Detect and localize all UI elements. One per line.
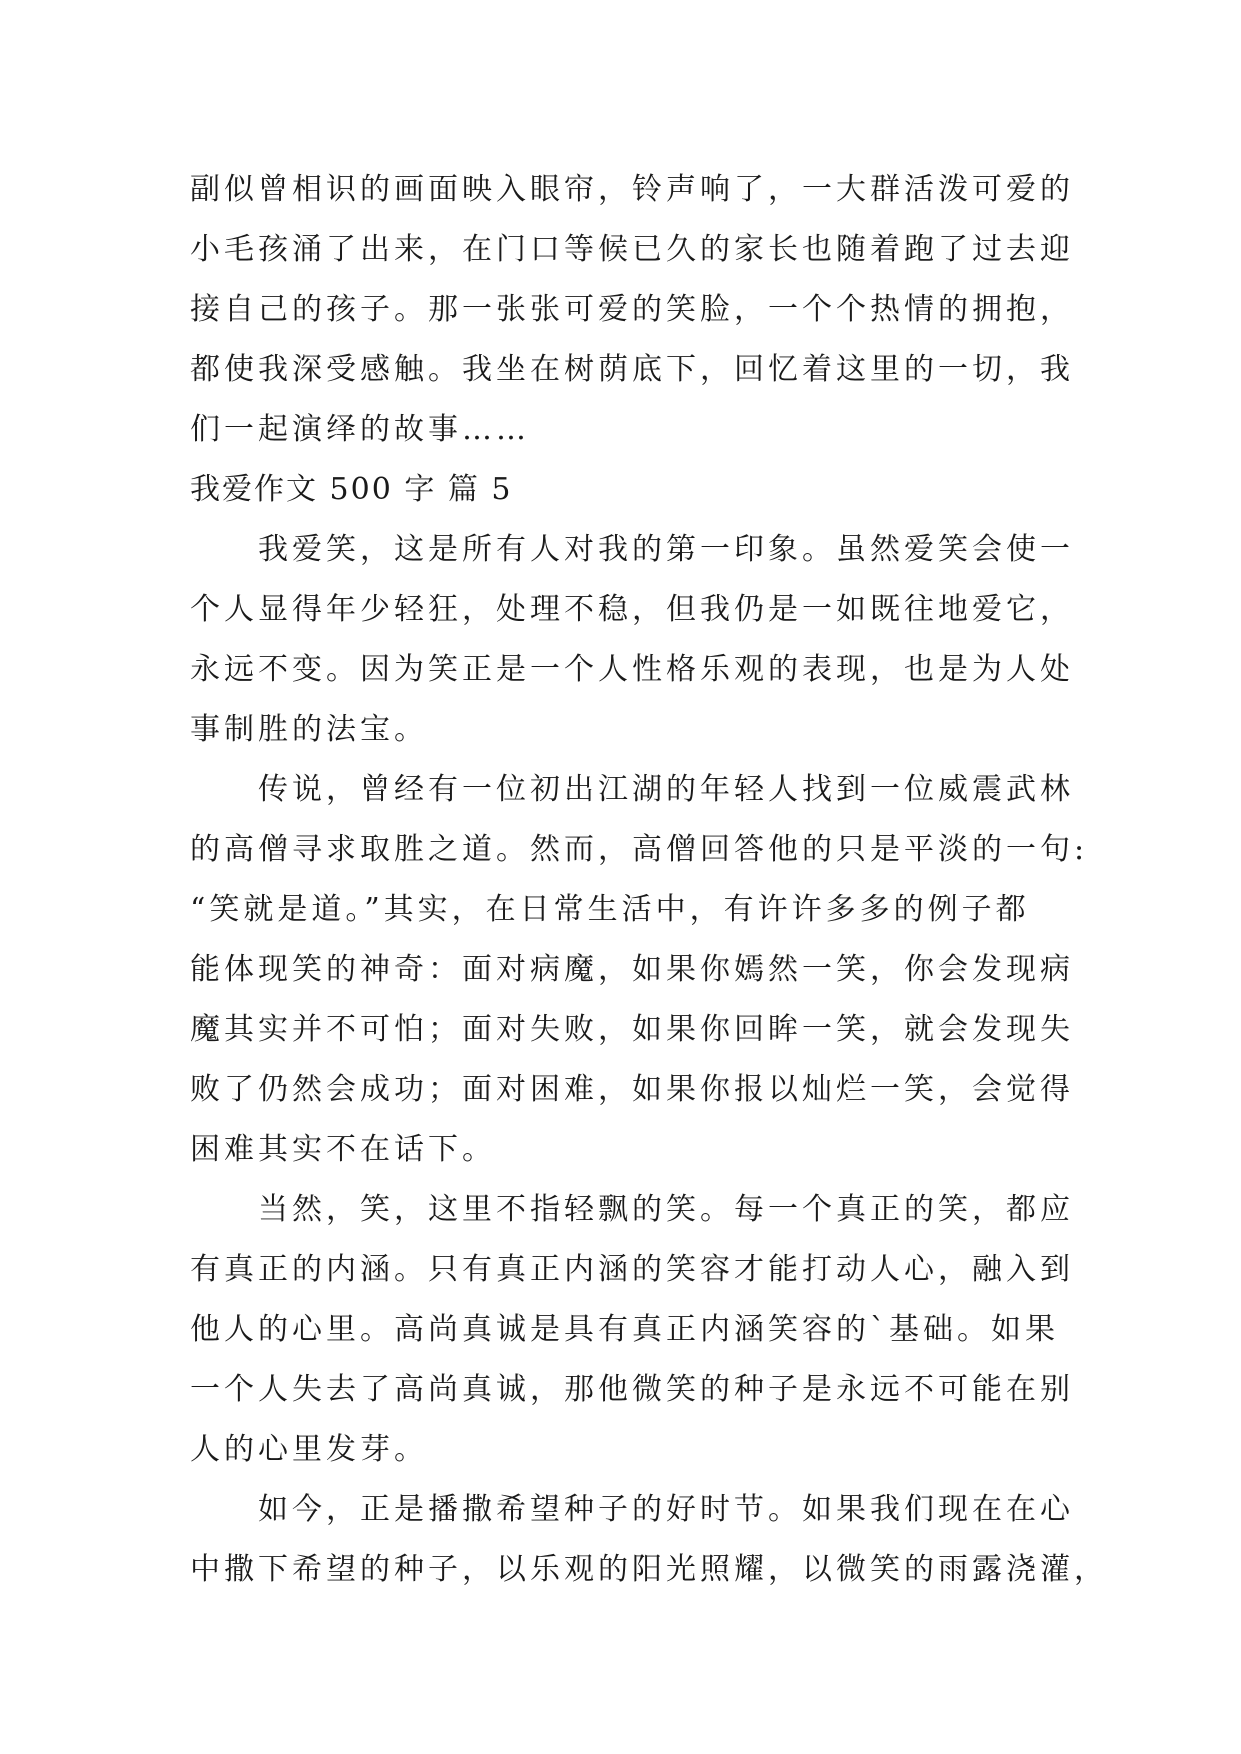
- text-line: 他人的心里。高尚真诚是具有真正内涵笑容的`基础。如果: [190, 1312, 1059, 1347]
- paragraph-2: [190, 760, 1089, 1180]
- text-line: 事制胜的法宝。: [190, 712, 428, 747]
- text-line: 都使我深受感触。我坐在树荫底下，回忆着这里的一切，我: [190, 352, 1074, 387]
- paragraph-3: [190, 1180, 1074, 1480]
- text-line: 个人显得年少轻狂，处理不稳，但我仍是一如既往地爱它，: [190, 592, 1074, 627]
- paragraph-1: [190, 520, 1074, 760]
- text-line: 败了仍然会成功；面对困难，如果你报以灿烂一笑，会觉得: [190, 1072, 1074, 1107]
- text-line: 人的心里发芽。: [190, 1432, 428, 1467]
- section-title: 我爱作文 500 字 篇 5: [190, 472, 513, 507]
- text-line: 魔其实并不可怕；面对失败，如果你回眸一笑，就会发现失: [190, 1012, 1074, 1047]
- text-line: 永远不变。因为笑正是一个人性格乐观的表现，也是为人处: [190, 652, 1074, 687]
- text-line: 副似曾相识的画面映入眼帘，铃声响了，一大群活泼可爱的: [190, 172, 1074, 207]
- text-line: 小毛孩涌了出来，在门口等候已久的家长也随着跑了过去迎: [190, 232, 1074, 267]
- paragraph-4: [190, 1480, 1108, 1600]
- text-line: 接自己的孩子。那一张张可爱的笑脸，一个个热情的拥抱，: [190, 292, 1074, 327]
- text-line: 中撒下希望的种子，以乐观的阳光照耀，以微笑的雨露浇灌，: [190, 1552, 1108, 1587]
- intro-paragraph: [190, 160, 1074, 460]
- text-line: 当然，笑，这里不指轻飘的笑。每一个真正的笑，都应: [258, 1192, 1074, 1227]
- text-line: 能体现笑的神奇：面对病魔，如果你嫣然一笑，你会发现病: [190, 952, 1074, 987]
- text-line: 的高僧寻求取胜之道。然而，高僧回答他的只是平淡的一句:: [190, 832, 1089, 867]
- document-body: [190, 160, 1108, 1600]
- text-line: “笑就是道。”其实，在日常生活中，有许许多多的例子都: [190, 892, 1030, 927]
- text-line: 困难其实不在话下。: [190, 1132, 496, 1167]
- text-line: 如今，正是播撒希望种子的好时节。如果我们现在在心: [258, 1492, 1074, 1527]
- text-line: 们一起演绎的故事……: [190, 412, 530, 447]
- text-line: 有真正的内涵。只有真正内涵的笑容才能打动人心，融入到: [190, 1252, 1074, 1287]
- text-line: 一个人失去了高尚真诚，那他微笑的种子是永远不可能在别: [190, 1372, 1074, 1407]
- text-line: 我爱笑，这是所有人对我的第一印象。虽然爱笑会使一: [258, 532, 1074, 567]
- text-line: 传说，曾经有一位初出江湖的年轻人找到一位威震武林: [258, 772, 1074, 807]
